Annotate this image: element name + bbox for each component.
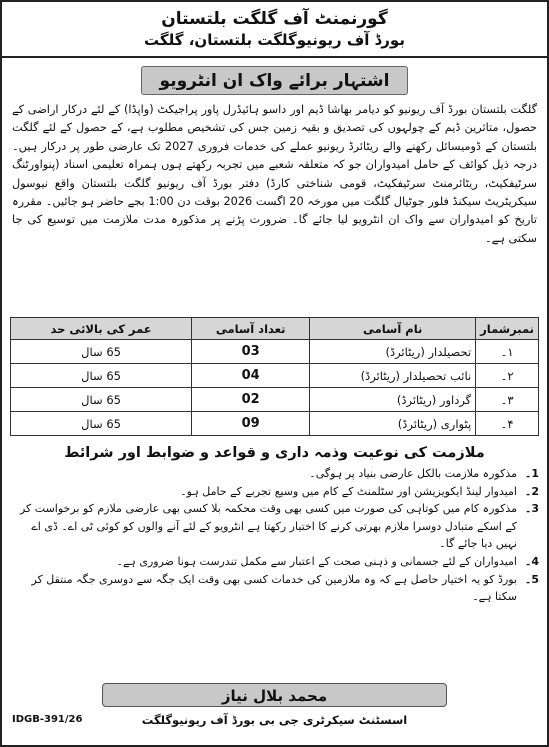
posts-table [10,317,539,436]
term-text: امیدوار لینڈ ایکویزیشن اور سٹلمنٹ کے کام میں وسیع تجربے کے حامل ہو۔ [180,484,517,498]
row-post-name: نائب تحصیلدار (ریٹائرڈ) [310,364,476,388]
term-number: 5۔ [524,572,539,586]
terms-list [10,465,539,606]
row-age-limit: 65 سال [11,364,192,388]
list-item [10,465,539,483]
row-serial: ۴۔ [476,412,539,436]
term-number: 3۔ [524,502,539,516]
list-item [10,571,539,606]
header-post-count: تعداد آسامی [192,318,310,340]
table-row [11,388,539,412]
table-row [11,412,539,436]
row-post-name: تحصیلدار (ریٹائرڈ) [310,340,476,364]
header-post-name: نام آسامی [310,318,476,340]
row-post-count: 03 [192,340,310,364]
term-number: 4۔ [524,554,539,568]
government-title: گورنمنٹ آف گلگت بلتستان [161,9,388,29]
row-age-limit: 65 سال [11,340,192,364]
terms-heading: ملازمت کی نوعیت وذمہ داری و قواعد و ضوابط اور شرائط [64,445,485,461]
reference-code: IDGB-391/26 [12,714,83,725]
signatory-designation: اسسٹنٹ سیکرٹری جی بی بورڈ آف ریونیوگلگت [141,713,408,727]
term-text: بورڈ کو یہ اختیار حاصل ہے کہ وہ ملازمین کی خدمات کسی بھی وقت ایک جگہ سے دوسری جگہ منتقل کر سکتا ہے۔ [31,572,517,604]
list-item [10,553,539,571]
table-row [11,364,539,388]
term-number: 1۔ [524,467,539,480]
banner-wrap [10,66,539,95]
term-text: مذکورہ ملازمت بالکل عارضی بنیاد پر ہوگی۔ [309,467,517,480]
row-serial: ۲۔ [476,364,539,388]
row-age-limit: 65 سال [11,388,192,412]
signatory-name: محمد بلال نیاز [102,683,447,707]
row-age-limit: 65 سال [11,412,192,436]
table-row [11,340,539,364]
list-item [10,500,539,553]
table-header-row [11,318,539,340]
row-post-count: 02 [192,388,310,412]
row-serial: ۳۔ [476,388,539,412]
walk-in-interview-banner: اشتہار برائے واک ان انٹرویو [141,66,409,95]
row-post-name: گرداور (ریٹائرڈ) [310,388,476,412]
row-post-name: پٹواری (ریٹائرڈ) [310,412,476,436]
board-subtitle: بورڈ آف ریونیوگلگت بلتستان، گلگت [2,30,547,58]
list-item [10,483,539,501]
header-serial: نمبرشمار [476,318,539,340]
header-age-limit: عمر کی بالائی حد [11,318,192,340]
term-text: امیدواران کے لئے جسمانی و ذہنی صحت کے اعتبار سے مکمل تندرست ہونا ضروری ہے۔ [116,554,517,568]
row-post-count: 09 [192,412,310,436]
intro-paragraph: گلگت بلتستان بورڈ آف ریونیو کو دیامر بھاشا ڈیم اور داسو ہائیڈرل پاور پراجیکٹ (واپڈا) کے لئے درکار اراضی کے حصول، متاثرین ڈیم کے چولہوں کی تصدیق و بقیہ زمین جس کی تشخیص مطلوب ہے، کے حصول کے لئے گلگت بلتستان کے ڈومیسائل رکھنے والے ریٹائرڈ ریونیو عملے کی خدمات فروری 2027 تک عارضی طور پر درکار ہیں۔ درجہ ذیل کوائف کے حامل امیدواران جو کہ متعلقہ شعبے میں تجربہ رکھتے ہوں ہمراہ تعلیمی اسناد (پنواورٹنگ سرٹیفکیٹ، ریٹائرمنٹ سرٹیفکیٹ، قومی شناختی کارڈ) دفتر بورڈ آف ریونیو گلگت بلتستان واقع نیوسول سیکریٹریٹ سیکنڈ فلور جوٹیال گلگت میں مورخہ 20 اگست 2026 بوقت دن 1:00 بجے حاضر ہو جائیں۔ مقررہ تاریخ کو امیدواران سے واک ان انٹرویو لیا جائے گا۔ ضرورت پڑنے پر مذکورہ مدت ملازمت میں توسیع کی جا سکتی ہے۔ [12,103,537,245]
term-text: مذکورہ کام میں کوتاہی کی صورت میں کسی بھی وقت محکمہ بلا کسی بھی عارضی ملازم کو برخواست کر کے اسکے متبادل دوسرا ملازم بھرتی کرنے کا اختیار رکھتا ہے انٹرویو کے لئے آنے والوں کو کوئی ٹی اے۔ ڈی اے نہیں دیا جائے گا۔ [19,502,517,551]
row-serial: ۱۔ [476,340,539,364]
row-post-count: 04 [192,364,310,388]
term-number: 2۔ [524,484,539,498]
